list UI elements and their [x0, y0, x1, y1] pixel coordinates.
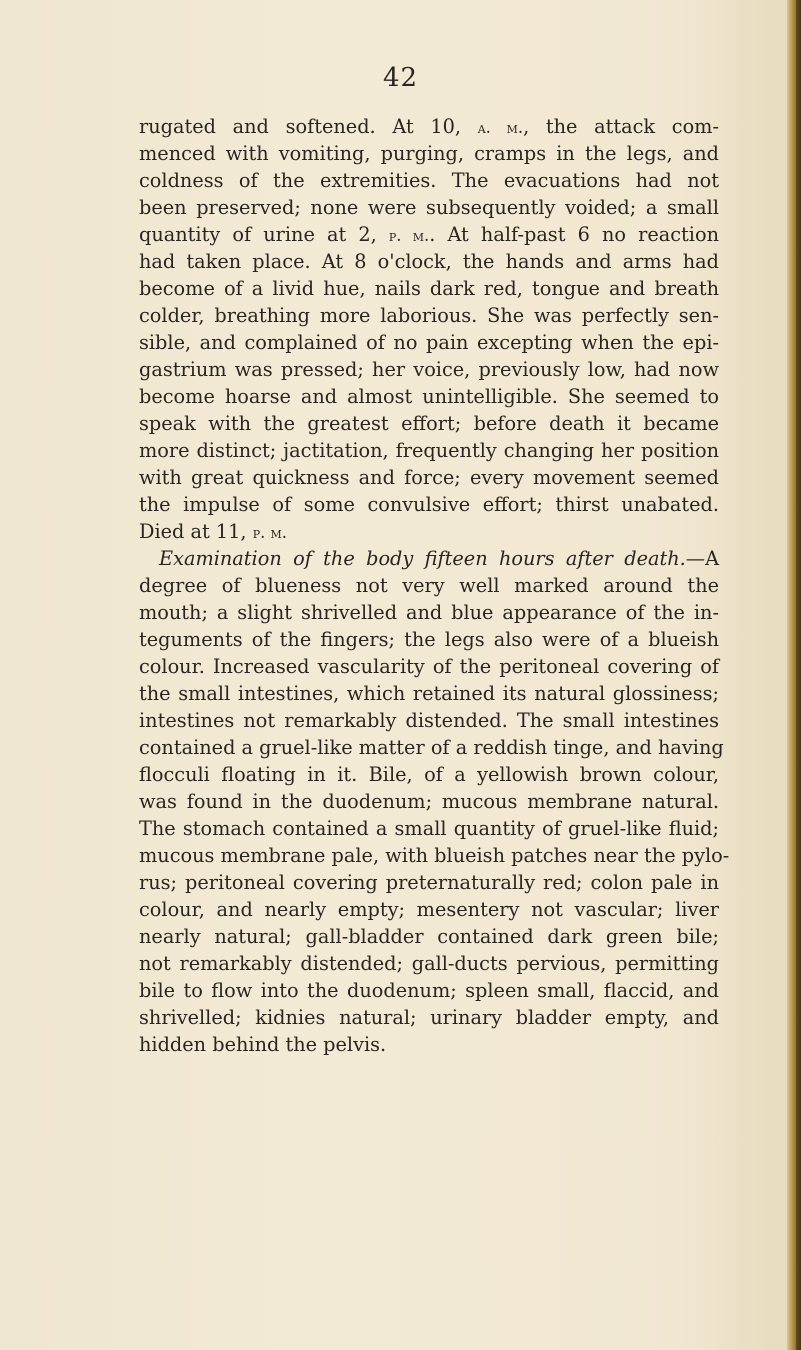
text-line: had taken place. At 8 o'clock, the hands and arms had — [139, 250, 719, 273]
text-line: The stomach contained a small quantity of gruel-like fluid; — [139, 817, 719, 840]
text-line: with great quickness and force; every movement seemed — [139, 466, 719, 489]
text-line: teguments of the fingers; the legs also were of a blueish — [139, 628, 719, 651]
text-line: mucous membrane pale, with blueish patches near the pylo- — [139, 844, 730, 867]
text-line: colour, and nearly empty; mesentery not vascular; liver — [139, 898, 719, 921]
page-number: 42 — [382, 63, 419, 93]
text-line: degree of blueness not very well marked around the — [139, 574, 719, 597]
text-line: contained a gruel-like matter of a reddish tinge, and having — [139, 736, 724, 759]
time-pm: p. m. — [388, 226, 430, 245]
text-line: sible, and complained of no pain excepting when the epi- — [139, 331, 719, 354]
text-line: shrivelled; kidnies natural; urinary bladder empty, and — [139, 1006, 719, 1029]
text-line: hidden behind the pelvis. — [139, 1033, 387, 1056]
time-pm: p. m. — [252, 523, 287, 542]
text-line: been preserved; none were subsequently voided; a small — [139, 196, 719, 219]
time-am: a. m. — [477, 118, 524, 137]
text-line: was found in the duodenum; mucous membrane natural. — [139, 790, 719, 813]
page-body-text — [139, 113, 730, 1058]
book-spine-shadow — [796, 0, 801, 1350]
text-line: become hoarse and almost unintelligible. She seemed to — [139, 385, 719, 408]
text-line: quantity of urine at 2, p. m.. At half-past 6 no reaction — [139, 223, 719, 246]
text-line: colour. Increased vascularity of the peritoneal covering of — [139, 655, 719, 678]
text-line: gastrium was pressed; her voice, previously low, had now — [139, 358, 719, 381]
text-line: speak with the greatest effort; before death it became — [139, 412, 719, 435]
text-line: menced with vomiting, purging, cramps in the legs, and — [139, 142, 719, 165]
text-line: mouth; a slight shrivelled and blue appearance of the in- — [139, 601, 719, 624]
text-line: bile to flow into the duodenum; spleen small, flaccid, and — [139, 979, 719, 1002]
text-line: not remarkably distended; gall-ducts pervious, permitting — [139, 952, 719, 975]
text-line: rus; peritoneal covering preternaturally red; colon pale in — [139, 871, 719, 894]
text-line: flocculi floating in it. Bile, of a yellowish brown colour, — [139, 763, 719, 786]
text-line: colder, breathing more laborious. She was perfectly sen- — [139, 304, 719, 327]
text-line: nearly natural; gall-bladder contained dark green bile; — [139, 925, 719, 948]
text-line: the small intestines, which retained its natural glossiness; — [139, 682, 719, 705]
text-line: rugated and softened. At 10, a. m., the attack com- — [139, 115, 719, 138]
text-line: Died at 11, p. m. — [139, 520, 287, 543]
text-line: intestines not remarkably distended. The small intestines — [139, 709, 719, 732]
text-line: become of a livid hue, nails dark red, tongue and breath — [139, 277, 719, 300]
text-line: Examination of the body fifteen hours after death.—A — [159, 547, 719, 570]
text-line: more distinct; jactitation, frequently changing her position — [139, 439, 719, 462]
text-line: coldness of the extremities. The evacuations had not — [139, 169, 719, 192]
section-heading: Examination of the body fifteen hours after death. — [159, 547, 686, 570]
text-line: the impulse of some convulsive effort; thirst unabated. — [139, 493, 719, 516]
